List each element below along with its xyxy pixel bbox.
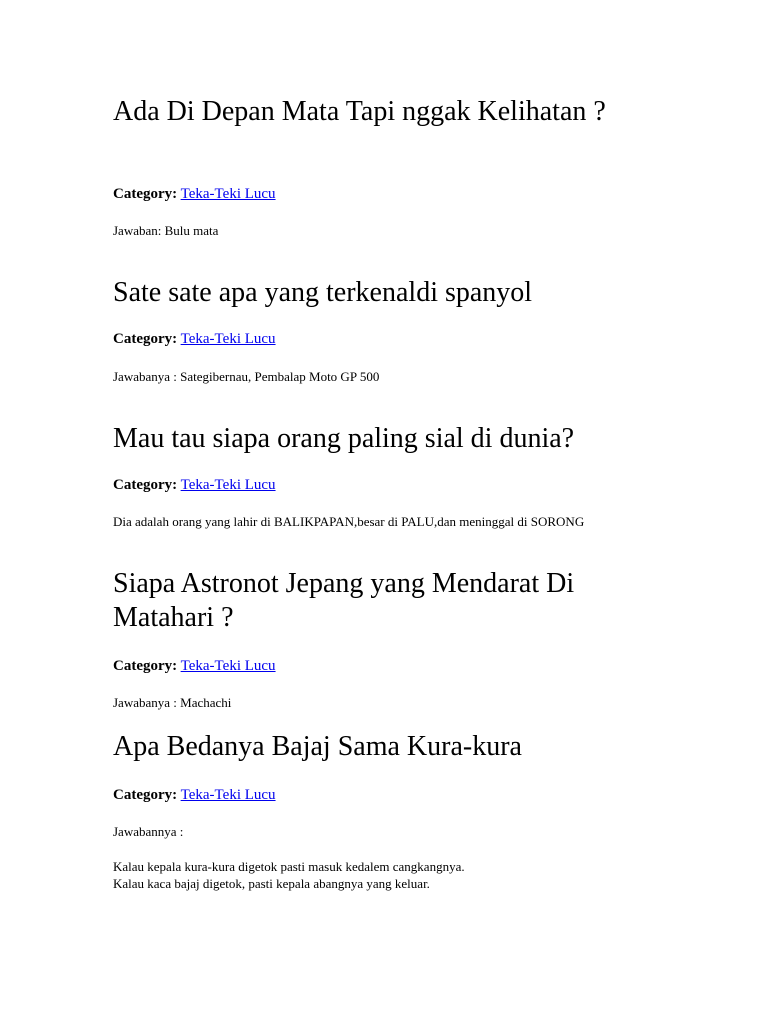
category-link[interactable]: Teka-Teki Lucu xyxy=(180,658,276,674)
category-link[interactable]: Teka-Teki Lucu xyxy=(180,331,276,347)
post-answer: Kalau kepala kura-kura digetok pasti masuk kedalem cangkangnya. Kalau kaca bajaj digetok, pasti kepala abangnya yang keluar. xyxy=(113,859,465,891)
category-link[interactable]: Teka-Teki Lucu xyxy=(180,477,276,493)
post-answer: Jawabanya : Machachi xyxy=(113,695,232,710)
post-answer: Dia adalah orang yang lahir di BALIKPAPAN,besar di PALU,dan meninggal di SORONG xyxy=(113,514,585,529)
category-label: Category: xyxy=(113,787,178,803)
category-label: Category: xyxy=(113,331,178,347)
post-title: Sate sate apa yang terkenaldi spanyol xyxy=(113,277,533,308)
post-answer-intro: Jawabannya : xyxy=(113,824,184,839)
post-category xyxy=(113,476,276,494)
category-label: Category: xyxy=(113,477,178,493)
post-title: Apa Bedanya Bajaj Sama Kura-kura xyxy=(113,731,522,762)
category-link[interactable]: Teka-Teki Lucu xyxy=(180,186,276,202)
post-title: Siapa Astronot Jepang yang Mendarat Di Matahari ? xyxy=(113,568,575,633)
post-title: Ada Di Depan Mata Tapi nggak Kelihatan ? xyxy=(113,96,606,127)
category-link[interactable]: Teka-Teki Lucu xyxy=(180,787,276,803)
category-label: Category: xyxy=(113,658,178,674)
post-category xyxy=(113,185,276,203)
category-label: Category: xyxy=(113,186,178,202)
post-category xyxy=(113,786,276,804)
post-answer: Jawaban: Bulu mata xyxy=(113,223,219,238)
post-title: Mau tau siapa orang paling sial di dunia? xyxy=(113,423,575,454)
post-answer: Jawabanya : Sategibernau, Pembalap Moto GP 500 xyxy=(113,369,380,384)
post-category xyxy=(113,657,276,675)
post-category xyxy=(113,330,276,348)
